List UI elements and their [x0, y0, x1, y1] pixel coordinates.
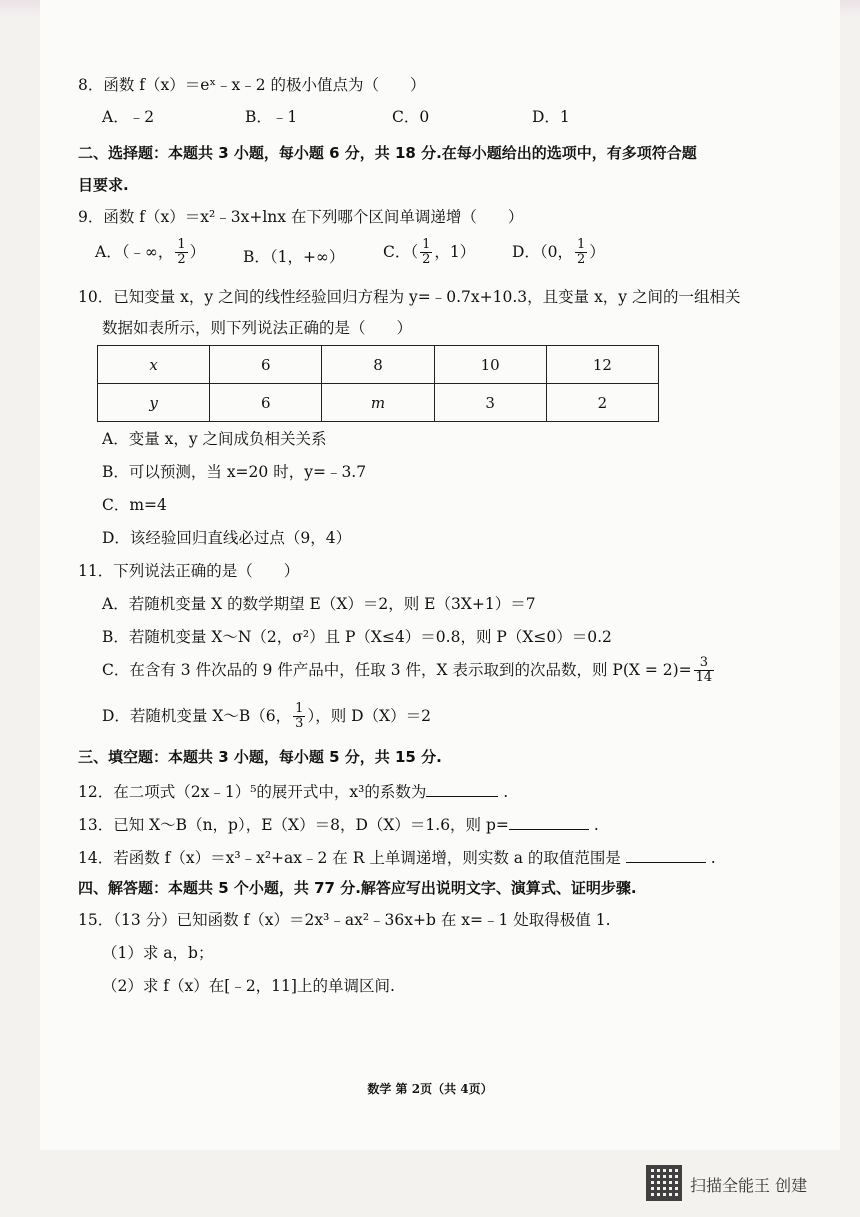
- table-cell: 6: [210, 346, 322, 384]
- table-cell: [98, 346, 210, 384]
- q9-stem: 9．函数 f（x）＝x²﹣3x+lnx 在下列哪个区间单调递增（ ）: [78, 208, 524, 226]
- fraction-numerator: 3: [694, 656, 715, 671]
- q11-option-c: [102, 656, 860, 690]
- q11-option-c-text: C．在含有 3 件次品的 9 件产品中，任取 3 件，X 表示取到的次品数，则 P(X = 2)=: [102, 661, 692, 680]
- q9-option-c-text: C．（: [383, 242, 419, 261]
- q13-answer-blank: [509, 815, 589, 830]
- q11-stem: 11．下列说法正确的是（ ）: [78, 562, 300, 580]
- q14-answer-blank: [626, 848, 706, 863]
- table-header-x: x: [149, 355, 158, 374]
- q14-text: 14．若函数 f（x）＝x³﹣x²+ax﹣2 在 R 上单调递增，则实数 a 的取值范围是: [78, 849, 621, 867]
- fraction-denominator: 2: [577, 252, 586, 268]
- qr-code-icon: [646, 1165, 682, 1201]
- q8-option-c: C．0: [392, 108, 430, 126]
- table-cell: 10: [434, 346, 546, 384]
- section3-heading: 三、填空题：本题共 3 小题，每小题 5 分，共 15 分.: [78, 748, 442, 766]
- q9-option-a: [95, 238, 205, 268]
- q14-line: [78, 848, 860, 867]
- q9-option-c-fraction: [420, 238, 432, 268]
- q15-part1: （1）求 a，b；: [102, 944, 214, 962]
- q9-option-a-text: A．（﹣∞，: [95, 242, 174, 261]
- q9-options: [0, 238, 860, 274]
- fraction-denominator: 2: [177, 252, 186, 268]
- q13-line: [78, 815, 860, 834]
- table-header-y: y: [149, 393, 158, 412]
- q10-option-c: C．m=4: [102, 496, 167, 514]
- q10-data-table: [97, 345, 659, 422]
- q11-option-d-close: ），则 D（X）＝2: [307, 707, 431, 726]
- q10-stem-line2: 数据如表所示，则下列说法正确的是（ ）: [102, 319, 413, 337]
- q12-line: [78, 782, 860, 801]
- table-cell: [98, 384, 210, 422]
- table-cell: 8: [322, 346, 434, 384]
- table-row-x: [98, 346, 659, 384]
- q13-text: 13．已知 X～B（n，p），E（X）＝8，D（X）＝1.6，则 p=: [78, 816, 509, 834]
- table-cell: 3: [434, 384, 546, 422]
- q12-end: .: [503, 783, 509, 801]
- q11-option-a: A．若随机变量 X 的数学期望 E（X）＝2，则 E（3X+1）＝7: [102, 595, 536, 613]
- page-footer: 数学 第 2页（共 4页）: [367, 1082, 493, 1096]
- q8-option-d: D．1: [532, 108, 570, 126]
- fraction-numerator: 1: [577, 237, 586, 252]
- section4-heading: 四、解答题：本题共 5 个小题，共 77 分.解答应写出说明文字、演算式、证明步骤.: [78, 879, 637, 897]
- q10-stem-line1: 10．已知变量 x，y 之间的线性经验回归方程为 y=﹣0.7x+10.3，且变量 x，y 之间的一组相关: [78, 288, 741, 306]
- q15-part2: （2）求 f（x）在[﹣2，11]上的单调区间.: [102, 977, 395, 995]
- fraction-numerator: 1: [422, 237, 431, 252]
- q9-option-a-fraction: [175, 238, 187, 268]
- q9-option-a-close: ）: [189, 242, 206, 261]
- fraction-denominator: 3: [295, 716, 304, 732]
- q9-option-b: B．（1，+∞）: [243, 248, 345, 266]
- section2-heading-line2: 目要求.: [78, 176, 129, 194]
- watermark-text: 扫描全能王 创建: [690, 1176, 808, 1195]
- q8-option-b: B．﹣1: [245, 108, 298, 126]
- table-cell-m: m: [370, 393, 386, 412]
- q12-text: 12．在二项式（2x﹣1）⁵的展开式中，x³的系数为: [78, 783, 427, 801]
- scanner-watermark: [646, 1163, 846, 1203]
- q15-stem: 15．（13 分）已知函数 f（x）＝2x³﹣ax²﹣36x+b 在 x=﹣1 处取得极值 1.: [78, 911, 611, 929]
- q8-option-a: A．﹣2: [102, 108, 155, 126]
- table-cell: 2: [546, 384, 658, 422]
- q9-option-d: [512, 238, 605, 268]
- fraction-denominator: 14: [695, 670, 713, 686]
- q11-option-b: B．若随机变量 X～N（2，σ²）且 P（X≤4）＝0.8，则 P（X≤0）＝0.2: [102, 628, 612, 646]
- section2-heading-line1: 二、选择题：本题共 3 小题，每小题 6 分，共 18 分.在每小题给出的选项中，有多项符合题: [78, 144, 697, 162]
- q9-option-c: [383, 238, 475, 268]
- q13-end: .: [593, 816, 599, 834]
- q10-option-a: A．变量 x，y 之间成负相关关系: [102, 430, 327, 448]
- q11-option-c-fraction: [694, 656, 715, 686]
- fraction-numerator: 1: [295, 701, 304, 716]
- q11-option-d: [102, 702, 860, 736]
- q11-option-d-fraction: [293, 702, 305, 732]
- q14-end: .: [710, 849, 716, 867]
- q10-option-d: D．该经验回归直线必过点（9，4）: [102, 529, 352, 547]
- q12-answer-blank: [426, 782, 498, 797]
- q8-stem: 8．函数 f（x）＝eˣ﹣x﹣2 的极小值点为（ ）: [78, 76, 426, 94]
- q11-option-d-text: D．若随机变量 X～B（6，: [102, 707, 292, 726]
- q9-option-d-fraction: [575, 238, 587, 268]
- q9-option-d-text: D．（0，: [512, 242, 574, 261]
- q9-option-c-close: ，1）: [434, 242, 476, 261]
- table-cell: 6: [210, 384, 322, 422]
- table-row-y: [98, 384, 659, 422]
- q9-option-d-close: ）: [589, 242, 605, 261]
- fraction-denominator: 2: [422, 252, 431, 268]
- fraction-numerator: 1: [177, 237, 186, 252]
- table-cell: [322, 384, 434, 422]
- q10-option-b: B．可以预测，当 x=20 时，y=﹣3.7: [102, 463, 367, 481]
- table-cell: 12: [546, 346, 658, 384]
